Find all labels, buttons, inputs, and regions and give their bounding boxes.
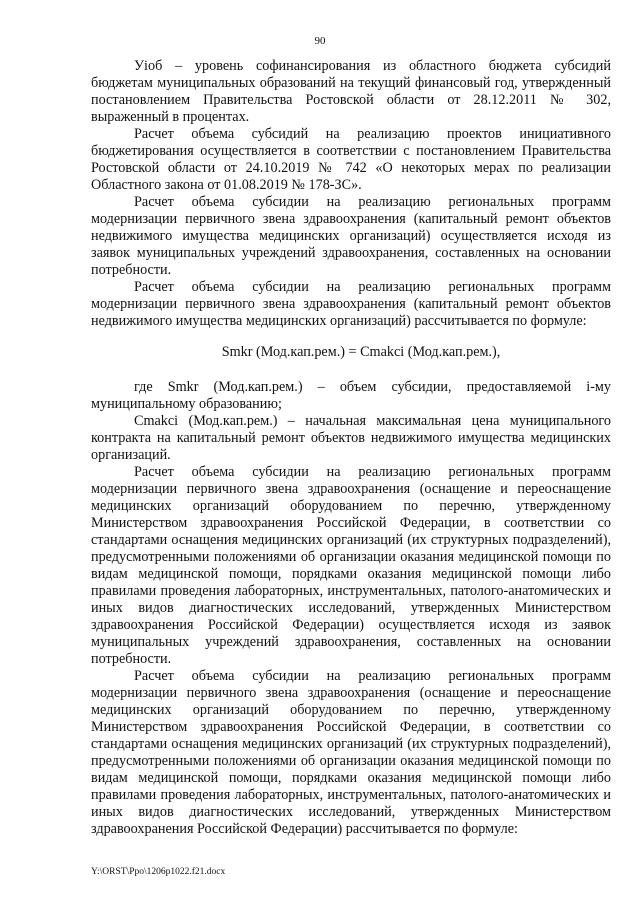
paragraph-smkr-definition: где Smkr (Мод.кап.рем.) – объем субсидии, предоставляемой i-му муниципальному образованию; — [91, 379, 611, 412]
paragraph-equipment-basis: Расчет объема субсидии на реализацию региональных программ модернизации первичного звена здравоохранения (оснащение и переоснащение медицинских организаций оборудованием по перечню, утвержденному Министерством здравоохранения Российской Федерации, в соответствии со стандартами оснащения медицинских организаций (их структурных подразделений), предусмотренными положениями об организации оказания медицинской помощи по видам медицинской помощи, порядками оказания медицинской помощи либо правилами проведения лабораторных, инструментальных, патолого-анатомических и иных видов диагностических исследований, утвержденных Министерством здравоохранения Российской Федерации) осуществляется исходя из заявок муниципальных учреждений здравоохранения, составленных на основании потребности. — [91, 464, 611, 667]
paragraph-uiob-definition: Уiоб – уровень софинансирования из областного бюджета субсидий бюджетам муниципальных образований на текущий финансовый год, утвержденный постановлением Правительства Ростовской области от 28.12.2011 № 302, выраженный в процентах. — [91, 58, 611, 125]
page-number: 90 — [314, 35, 326, 47]
paragraph-initiative-budgeting: Расчет объема субсидий на реализацию проектов инициативного бюджетирования осуществляется в соответствии с постановлением Правительства Ростовской области от 24.10.2019 № 742 «О некоторых мерах по реализации Областного закона от 01.08.2019 № 178-ЗС». — [91, 126, 611, 193]
paragraph-capital-repair-basis: Расчет объема субсидии на реализацию региональных программ модернизации первичного звена здравоохранения (капитальный ремонт объектов недвижимого имущества медицинских организаций) осуществляется исходя из заявок муниципальных учреждений здравоохранения, составленных на основании потребности. — [91, 194, 611, 278]
paragraph-cmakci-definition: Cmakci (Мод.кап.рем.) – начальная максимальная цена муниципального контракта на капитальный ремонт объектов недвижимого имущества медицинских организаций. — [91, 413, 611, 463]
paragraph-capital-repair-formula-intro: Расчет объема субсидии на реализацию региональных программ модернизации первичного звена здравоохранения (капитальный ремонт объектов недвижимого имущества медицинских организаций) рассчитывается по формуле: — [91, 279, 611, 329]
formula-smkr: Smkr (Мод.кап.рем.) = Cmakci (Мод.кап.рем.), — [221, 344, 501, 360]
file-path-footer: Y:\ORST\Ppo\1206p1022.f21.docx — [91, 867, 226, 877]
paragraph-equipment-formula-intro: Расчет объема субсидии на реализацию региональных программ модернизации первичного звена здравоохранения (оснащение и переоснащение медицинских организаций оборудованием по перечню, утвержденному Министерством здравоохранения Российской Федерации, в соответствии со стандартами оснащения медицинских организаций (их структурных подразделений), предусмотренными положениями об организации оказания медицинской помощи по видам медицинской помощи, порядками оказания медицинской помощи либо правилами проведения лабораторных, инструментальных, патолого-анатомических и иных видов диагностических исследований, утвержденных Министерством здравоохранения Российской Федерации) рассчитывается по формуле: — [91, 668, 611, 837]
document-body — [91, 58, 611, 838]
